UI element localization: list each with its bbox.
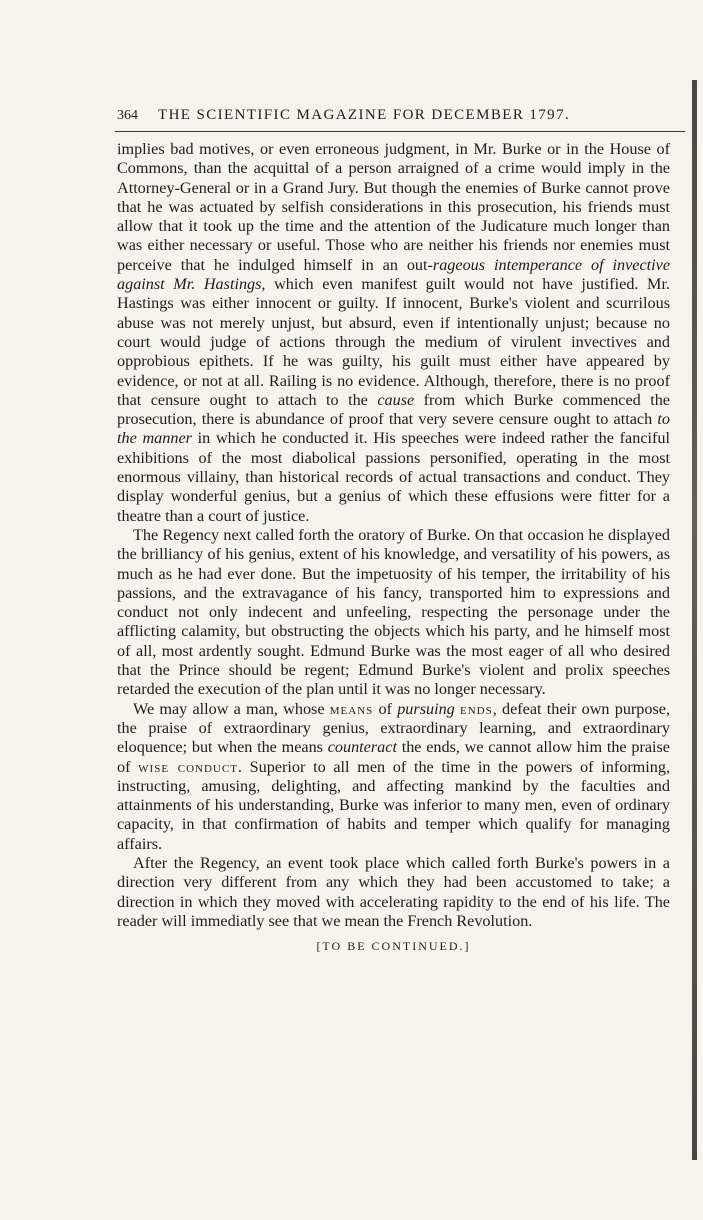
paragraph-2: The Regency next called forth the oratory of Burke. On that occasion he displayed the brilliancy of his genius, extent of his knowledge, and versatility of his powers, as much as he had ever done. But the impetuosity of his temper, the irritability of his passions, and the extravagance of his fancy, transported him to expressions and conduct not only indecent and unfeeling, respecting the personage under the afflicting calamity, but obstructing the objects which his party, and he himself most of all, most ardently sought. Edmund Burke was the most eager of all who desired that the Prince should be regent; Edmund Burke's violent and prolix speeches retarded the execution of the plan until it was no longer necessary. bbox=[117, 525, 670, 699]
to-be-continued: [TO BE CONTINUED.] bbox=[316, 939, 471, 954]
paragraph-3-text-e: the ends, we cannot allow him the praise of bbox=[117, 738, 670, 776]
paragraph-4: After the Regency, an event took place which called forth Burke's powers in a direction very different from any which they had been accustomed to take; a direction in which they moved with accelerating rapidity to the end of his life. The reader will immediatly see that we mean the French Revolution. bbox=[117, 853, 670, 930]
paragraph-1-text-c: from which Burke commenced the prosecution, there is abundance of proof that very severe censure ought to attach bbox=[117, 390, 670, 429]
paragraph-1-italic-cause: cause bbox=[377, 390, 415, 409]
paragraph-3-smallcaps-means: means bbox=[329, 699, 374, 718]
paragraph-1-italic-manner: to the manner bbox=[117, 410, 670, 448]
book-spine-edge bbox=[692, 80, 697, 1160]
paragraph-3-text-d: , defeat their own purpose, the praise of extraordinary genius, extraordinary learning, and extraordinary eloquence; but when the means bbox=[117, 699, 671, 757]
paragraph-1-italic-a: rageous intemperance of invective against Mr. Hastings, bbox=[117, 255, 671, 294]
paragraph-3-text-a: We may allow a man, whose bbox=[133, 699, 330, 718]
header-rule bbox=[115, 131, 685, 132]
paragraph-1-text-a: implies bad motives, or even erroneous judgment, in Mr. Burke or in the House of Commons, than the acquittal of a person arraigned of a crime would imply in the Attorney-General or in a Grand Jury. But though the enemies of Burke cannot prove that he was actuated by selfish considerations in this prosecution, his friends must allow that it took up the time and the attention of the Judicature much longer than was either necessary or useful. Those who are neither his friends nor enemies must perceive that he indulged himself in an out- bbox=[117, 140, 670, 274]
page-number: 364 bbox=[117, 108, 138, 123]
paragraph-3-smallcaps-ends: ends bbox=[460, 699, 493, 718]
paragraph-3 bbox=[117, 700, 670, 854]
paragraph-3-text-b: of bbox=[373, 699, 398, 718]
paragraph-1 bbox=[117, 140, 670, 526]
running-head: THE SCIENTIFIC MAGAZINE FOR DECEMBER 1797. bbox=[158, 107, 571, 123]
paragraph-3-italic-pursuing: pursuing bbox=[397, 699, 455, 718]
article-body bbox=[117, 140, 670, 956]
paragraph-3-smallcaps-wise-conduct: wise conduct bbox=[138, 757, 238, 776]
paragraph-1-text-d: in which he conducted it. His speeches were indeed rather the fanciful exhibitions of the most diabolical passions personified, operating in the most enormous villainy, than historical records of actual transactions and conduct. They display wonderful genius, but a genius of which these effusions were fitter for a theatre than a court of justice. bbox=[117, 429, 670, 525]
paragraph-3-text-f: . Superior to all men of the time in the powers of informing, instructing, amusing, delighting, and affecting mankind by the faculties and attainments of his understanding, Burke was inferior to many men, even of ordinary capacity, in that confirmation of habits and temper which qualify for managing affairs. bbox=[117, 757, 671, 853]
paragraph-1-text-b: which even manifest guilt would not have justified. Mr. Hastings was either innocent or guilty. If innocent, Burke's violent and scurrilous abuse was not merely unjust, but absurd, even if intentionally unjust; because no court would judge of actions through the medium of virulent invectives and opprobious epithets. If he was guilty, his guilt must either have appeared by evidence, or not at all. Railing is no evidence. Although, therefore, there is no proof that censure ought to attach to the bbox=[117, 275, 670, 409]
page-header bbox=[117, 107, 683, 124]
paragraph-3-italic-counteract: counteract bbox=[327, 738, 397, 757]
